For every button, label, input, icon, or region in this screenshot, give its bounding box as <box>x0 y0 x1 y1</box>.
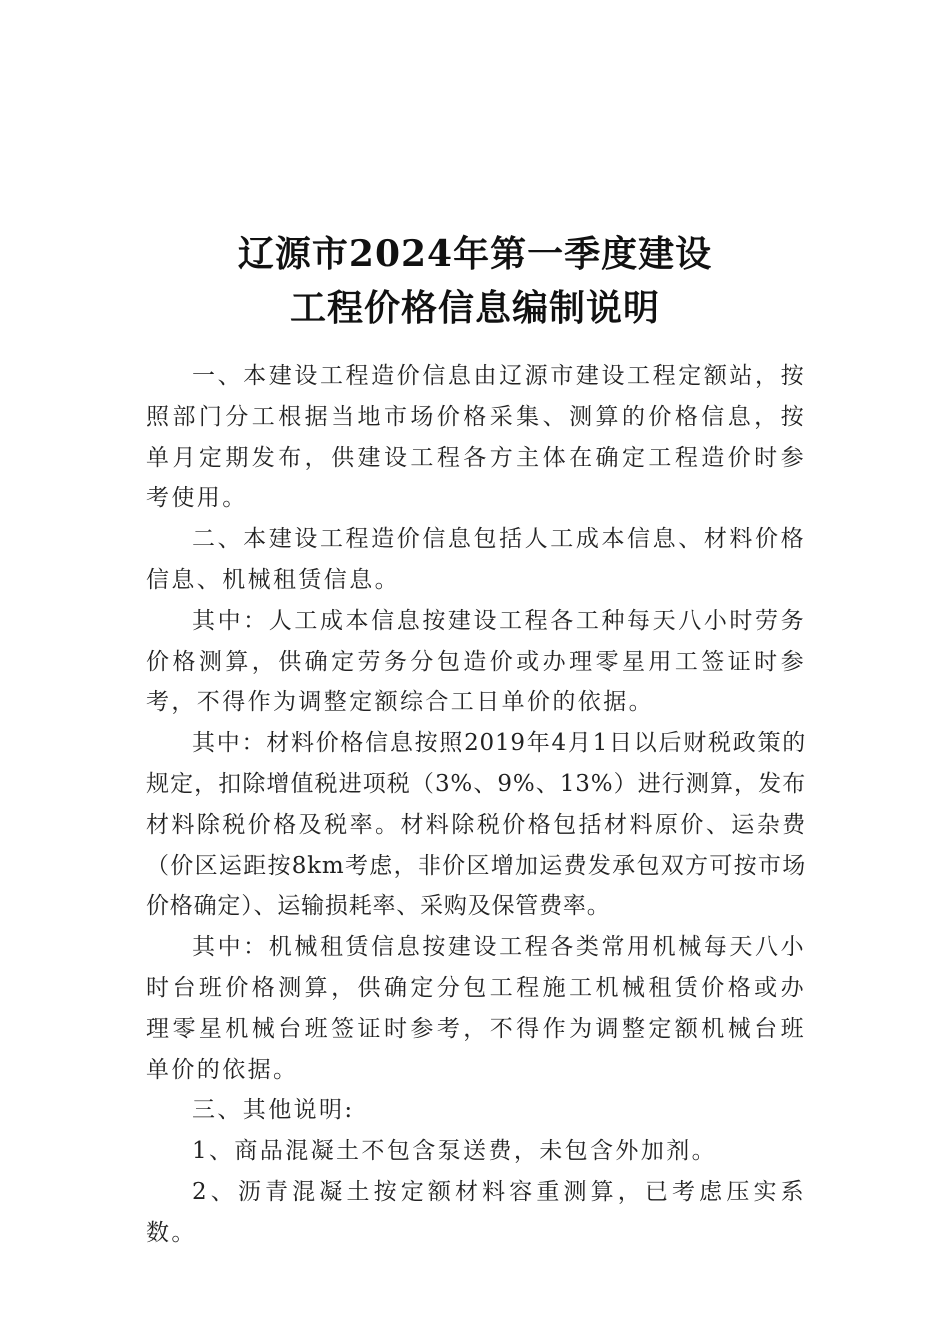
paragraph-contents: 二、本建设工程造价信息包括人工成本信息、材料价格信息、机械租赁信息。 <box>146 526 806 593</box>
paragraph-other-notes-heading: 三、其他说明: <box>192 1097 355 1124</box>
paragraph-scope: 一、本建设工程造价信息由辽源市建设工程定额站，按照部门分工根据当地市场价格采集、测算的价格信息，按单月定期发布，供建设工程各方主体在确定工程造价时参考使用。 <box>146 363 806 512</box>
document-title-line-2: 工程价格信息编制说明 <box>289 287 660 329</box>
paragraph-material-price: 其中：材料价格信息按照2019年4月1日以后财税政策的规定，扣除增值税进项税（3%、9%、13%）进行测算，发布材料除税价格及税率。材料除税价格包括材料原价、运杂费（价区运距按8km考虑，非价区增加运费发承包双方可按市场价格确定）、运输损耗率、采购及保管费率。 <box>146 730 806 920</box>
paragraph-note-2: 2、沥青混凝土按定额材料容重测算，已考虑压实系数。 <box>146 1178 806 1246</box>
document-title-line-1: 辽源市2024年第一季度建设 <box>237 233 713 275</box>
paragraph-note-1: 1、商品混凝土不包含泵送费，未包含外加剂。 <box>192 1138 718 1165</box>
document-body <box>146 356 806 1254</box>
paragraph-machinery-rental: 其中：机械租赁信息按建设工程各类常用机械每天八小时台班价格测算，供确定分包工程施工机械租赁价格或办理零星机械台班签证时参考，不得作为调整定额机械台班单价的依据。 <box>146 934 806 1083</box>
paragraph-labor-cost: 其中：人工成本信息按建设工程各工种每天八小时劳务价格测算，供确定劳务分包造价或办理零星用工签证时参考，不得作为调整定额综合工日单价的依据。 <box>146 607 806 716</box>
